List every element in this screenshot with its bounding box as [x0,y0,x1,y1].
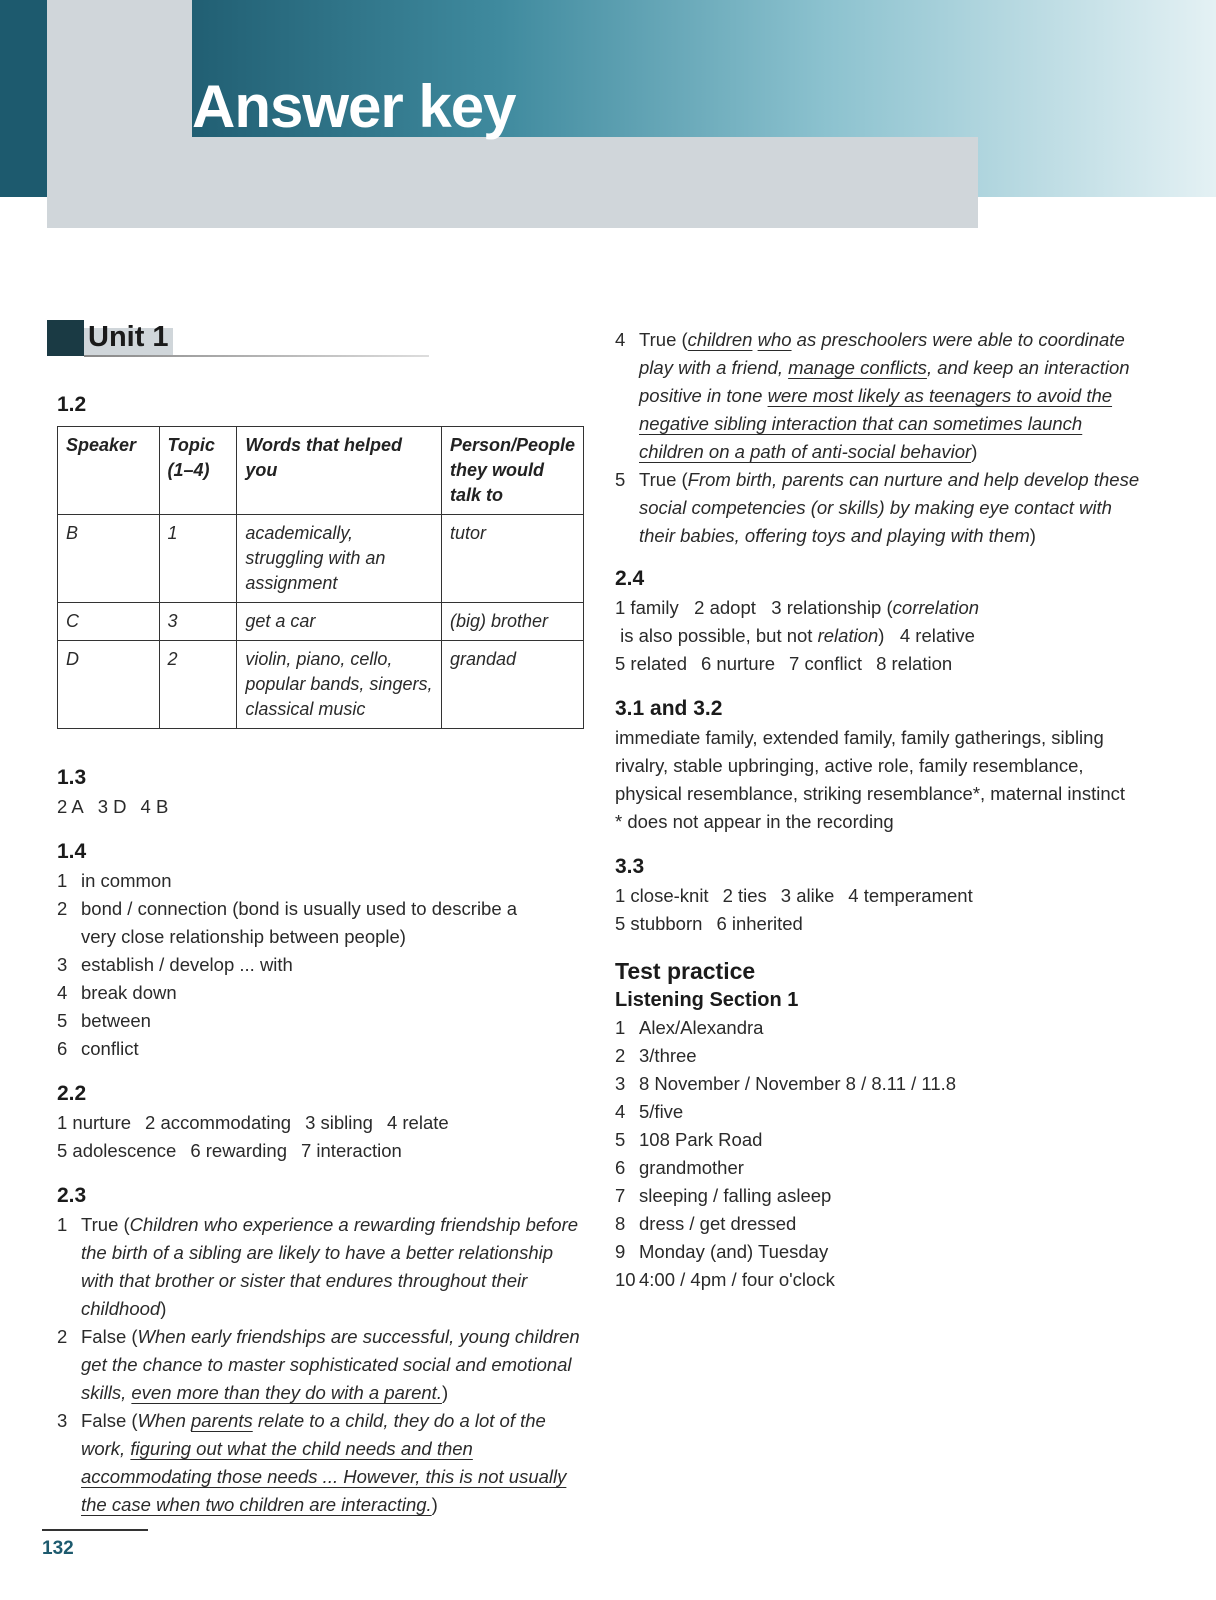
item-answer [639,326,1150,466]
list-item [57,1211,582,1323]
unit-heading [47,320,173,356]
answer-text: between [81,1010,151,1031]
left-column [57,390,587,1519]
answer-text: conflict [81,1038,139,1059]
answers-2-3 [57,1211,582,1519]
answers-2-4-line2 [615,650,1150,678]
list-item [615,1182,1150,1210]
answer: 5 stubborn [615,913,703,934]
item-answer [81,1035,557,1063]
header-gray-block [47,137,978,228]
answer-text: 3/three [639,1045,697,1066]
list-item [57,1007,557,1035]
item-answer [639,1154,1150,1182]
table-column-header: Speaker [58,427,160,515]
answer: 6 nurture [701,653,776,674]
table-cell: C [58,603,160,641]
unit-label: Unit 1 [84,328,173,356]
answer: 3 sibling [305,1112,373,1133]
answer: 4 relate [386,1112,449,1133]
close-paren: ) [160,1298,167,1319]
answer: 2 ties [722,885,767,906]
list-item [615,1154,1150,1182]
header-band-dark [0,0,47,197]
close-paren: ) [971,441,978,462]
section-heading: 3.1 and 3.2 [615,697,723,720]
list-item [615,1098,1150,1126]
item-number: 10 [615,1269,636,1290]
right-column [615,326,1150,1294]
answer: 6 inherited [716,913,803,934]
table-row [58,641,584,729]
table-cell: 3 [159,603,237,641]
explanation-segment: parents [191,1410,253,1431]
answer: 7 interaction [300,1140,402,1161]
item-answer [81,1211,582,1323]
answer-text: bond / connection (bond is usually used to describe a very close relationship between people) [81,898,518,947]
answer: 2 A [57,796,84,817]
answers-3-1-footnote: * does not appear in the recording [615,811,894,832]
table-cell: D [58,641,160,729]
item-number: 3 [57,954,68,975]
item-number: 5 [615,1129,626,1150]
list-item [57,867,557,895]
item-answer [639,1210,1150,1238]
explanation-segment: From birth, parents can nurture and help develop these social competencies (or skills) by making eye contact with their babies, offering toys and playing with them [639,469,1140,546]
answer-text: 5/five [639,1101,684,1122]
footer-rule [42,1529,148,1531]
answer-text: sleeping / falling asleep [639,1185,832,1206]
item-answer [81,895,557,951]
answer: 3 D [97,796,127,817]
explanation-segment: , and keep an interaction positive in tone [639,357,1130,406]
item-number: 2 [615,1045,626,1066]
item-number: 5 [57,1010,68,1031]
item-number: 6 [615,1157,626,1178]
list-item [57,951,557,979]
answer-text: 8 November / November 8 / 8.11 / 11.8 [639,1073,957,1094]
item-number: 1 [615,1017,626,1038]
explanation-segment: even more than they do with a parent. [131,1382,442,1403]
list-item [57,979,557,1007]
section-heading: 2.3 [57,1184,87,1207]
item-answer [639,1098,1150,1126]
table-cell: 1 [159,515,237,603]
list-item [615,1126,1150,1154]
answers-1-4 [57,867,557,1063]
explanation-segment: were most likely as teenagers to avoid the negative sibling interaction that can sometimes launch children on a path of anti-social behavior [639,385,1113,462]
list-item [615,1266,1150,1294]
explanation-segment: manage conflicts [788,357,927,378]
table-cell: (big) brother [441,603,583,641]
list-item [615,1238,1150,1266]
item-answer [639,1042,1150,1070]
item-number: 6 [57,1038,68,1059]
item-answer [81,1407,582,1519]
answer-text: establish / develop ... with [81,954,293,975]
answer-text: False ( [81,1410,138,1431]
explanation-segment: as preschoolers were able to coordinate play with a friend, [639,329,1125,378]
answer: 7 conflict [789,653,863,674]
answer: 4 B [140,796,169,817]
list-item [615,326,1150,466]
unit-marker [47,320,84,356]
list-item [615,466,1150,550]
answer: 3 alike [780,885,835,906]
list-item [615,1210,1150,1238]
list-item [57,1323,582,1407]
answer: 2 accommodating [145,1112,292,1133]
list-item [615,1070,1150,1098]
table-row [58,603,584,641]
explanation-segment: When [137,1410,192,1431]
answer-text: True ( [639,329,688,350]
item-answer [81,979,557,1007]
item-number: 3 [57,1410,68,1431]
item-number: 7 [615,1185,626,1206]
answer-text: False ( [81,1326,138,1347]
item-answer [639,1070,1150,1098]
list-item [57,1407,582,1519]
table-cell: get a car [237,603,442,641]
list-item [57,1035,557,1063]
answer-text: True ( [639,469,688,490]
item-number: 4 [615,1101,626,1122]
item-number: 4 [57,982,68,1003]
answer-text: Alex/Alexandra [639,1017,764,1038]
answer-text: grandmother [639,1157,744,1178]
answer-text: dress / get dressed [639,1213,797,1234]
answer: 8 relation [876,653,953,674]
section-heading: 1.2 [57,393,87,416]
answers-3-1-text: immediate family, extended family, family gatherings, sibling rivalry, stable upbringing, active role, family resemblance, physical resemblance, striking resemblance*, maternal instinct [615,727,1125,804]
section-heading: 1.4 [57,840,87,863]
explanation-segment: When early friendships are successful, young children get the chance to master sophisticated social and emotional skills, [81,1326,580,1403]
answers-3-3-line2 [615,910,1150,938]
item-number: 2 [57,898,68,919]
answer-text: in common [81,870,172,891]
item-answer [81,1007,557,1035]
table-cell: 2 [159,641,237,729]
answers-3-3-line1 [615,882,1150,910]
explanation-segment: Children who experience a rewarding friendship before the birth of a sibling are likely to have a better relationship with that brother or sister that endures throughout their childhood [81,1214,579,1319]
answer-text: 4:00 / 4pm / four o'clock [639,1269,835,1290]
item-answer [81,1323,582,1407]
explanation-segment: figuring out what the child needs and then accommodating those needs ... However, this is not usually the case when two children are interacting. [81,1438,567,1515]
answer: 5 adolescence [57,1140,177,1161]
explanation-segment: who [757,329,792,350]
unit-rule [84,355,429,357]
answer: 5 related [615,653,687,674]
table-column-header: Person/People they would talk to [441,427,583,515]
list-item [57,895,557,951]
table-row [58,515,584,603]
answers-1-3 [57,793,587,821]
item-answer [639,466,1150,550]
answers-2-4-line1: 1 family 2 adopt 3 relationship (correlation is also possible, but not relation) 4 relative [615,597,980,646]
answers-2-2-line1 [57,1109,587,1137]
table-header-row [58,427,584,515]
answers-2-3-continued [615,326,1150,550]
list-item [615,1014,1150,1042]
list-item [615,1042,1150,1070]
close-paren: ) [1029,525,1036,546]
item-answer [639,1266,1150,1294]
test-answers [615,1014,1150,1294]
item-answer [81,951,557,979]
answer: 6 rewarding [190,1140,287,1161]
section-heading: 3.3 [615,855,645,878]
answer-text: Monday (and) Tuesday [639,1241,829,1262]
table-cell: academically, struggling with an assignment [237,515,442,603]
answer-text: 108 Park Road [639,1129,763,1150]
answer-text: break down [81,982,177,1003]
item-number: 1 [57,870,68,891]
item-number: 4 [615,329,626,350]
table-cell: tutor [441,515,583,603]
section-heading: 2.2 [57,1082,87,1105]
item-number: 3 [615,1073,626,1094]
answer-table [57,426,584,729]
page-number: 132 [42,1538,74,1559]
explanation-segment: children [687,329,753,350]
item-answer [639,1182,1150,1210]
item-number: 5 [615,469,626,490]
item-number: 9 [615,1241,626,1262]
answer: 4 temperament [848,885,973,906]
listening-section-heading: Listening Section 1 [615,989,799,1011]
page-title: Answer key [192,73,516,140]
answer-text: True ( [81,1214,130,1235]
section-heading: 2.4 [615,567,645,590]
table-column-header: Topic (1–4) [159,427,237,515]
item-number: 2 [57,1326,68,1347]
close-paren: ) [431,1494,438,1515]
table-column-header: Words that helped you [237,427,442,515]
table-cell: B [58,515,160,603]
table-cell: violin, piano, cello, popular bands, singers, classical music [237,641,442,729]
section-heading: 1.3 [57,766,87,789]
close-paren: ) [441,1382,449,1403]
item-number: 1 [57,1214,68,1235]
table-cell: grandad [441,641,583,729]
item-number: 8 [615,1213,626,1234]
explanation-segment: relate to a child, they do a lot of the work, [81,1410,546,1459]
test-practice-heading: Test practice [615,958,756,984]
item-answer [639,1126,1150,1154]
answers-2-2-line2 [57,1137,587,1165]
answer: 1 close-knit [615,885,709,906]
item-answer [639,1238,1150,1266]
item-answer [639,1014,1150,1042]
item-answer [81,867,557,895]
answer: 1 nurture [57,1112,132,1133]
